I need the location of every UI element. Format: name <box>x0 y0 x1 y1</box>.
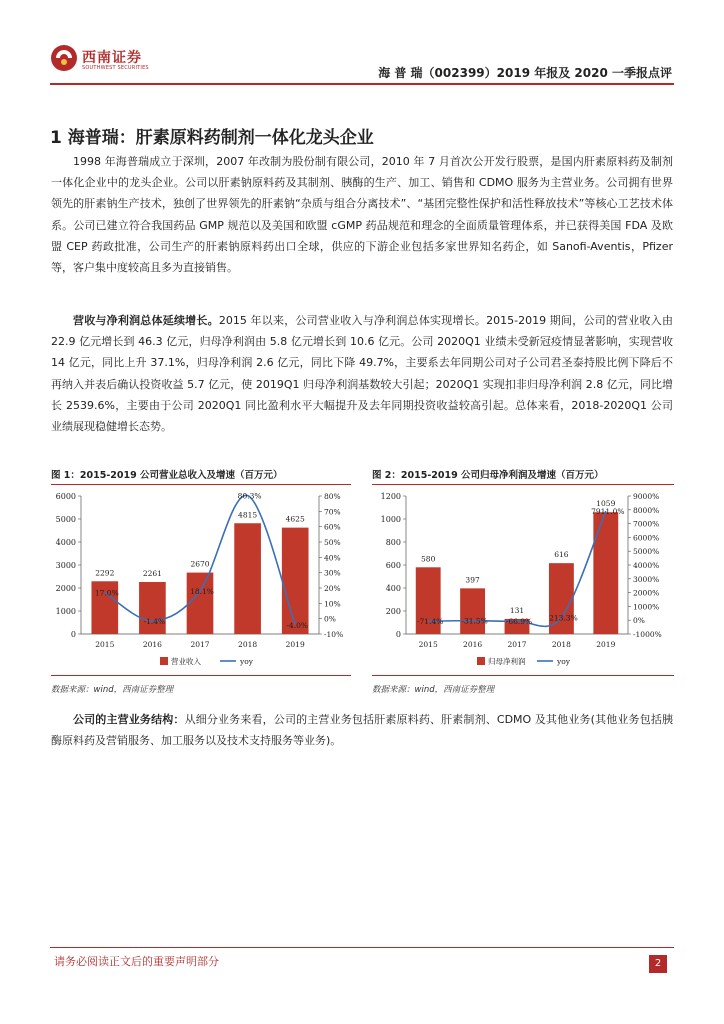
left-axis-tick-label: 2000 <box>55 584 76 593</box>
business-structure-paragraph <box>51 709 673 751</box>
right-axis-tick-label: 8000% <box>633 505 660 515</box>
bar-2019 <box>593 512 618 634</box>
yoy-value-label: -66.9% <box>505 617 533 627</box>
bar-value-label: 4625 <box>285 514 305 524</box>
growth-paragraph <box>51 310 673 437</box>
right-axis-tick-label: 0% <box>633 616 645 626</box>
legend-bar-swatch <box>477 657 485 665</box>
right-axis-tick-label: 60% <box>324 522 341 532</box>
yoy-value-label: 7911.0% <box>591 507 625 517</box>
business-structure-lead: 公司的主营业务结构： <box>73 713 185 726</box>
left-axis-tick-label: 5000 <box>55 515 76 524</box>
figure-1-title-rule <box>51 484 351 485</box>
right-axis-tick-label: 9000% <box>633 492 660 501</box>
right-axis-tick-label: 0% <box>324 614 336 624</box>
x-axis-tick-label: 2016 <box>463 640 483 649</box>
yoy-value-label: -31.5% <box>461 616 488 626</box>
intro-paragraph: 1998 年海普瑞成立于深圳，2007 年改制为股份制有限公司，2010 年 7 月首次公开发行股票，是国内肝素原料药及制剂一体化企业中的龙头企业。公司以肝素钠原料药及其制剂、胰酶的生产、加工、销售和 CDMO 服务为主营业务。公司拥有世界领先的肝素钠生产技术，独创了世界领先的肝素钠“杂质与组合分离技术”、“基团完整性保护和活性释放技术”等核心工艺技术体系。公司已建立符合我国药品 GMP 规范以及美国和欧盟 cGMP 药品规范和理念的全面质量管理体系，并已获得美国 FDA 及欧盟 CEP 药政批准，公司生产的肝素钠原料药出口全球，供应的下游企业包括多家世界知名药企，如 Sanofi-Aventis，Pfizer 等，客户集中度较高且多为直接销售。 <box>51 155 673 275</box>
left-axis-tick-label: 1000 <box>55 607 76 616</box>
x-axis-tick-label: 2018 <box>551 640 571 649</box>
header-divider <box>50 83 674 85</box>
bar-2019 <box>282 528 309 634</box>
yoy-value-label: 80.3% <box>237 491 262 501</box>
bar-value-label: 131 <box>509 605 525 615</box>
yoy-value-label: -71.4% <box>417 617 444 627</box>
bar-value-label: 2261 <box>142 568 162 578</box>
left-axis-tick-label: 6000 <box>55 492 76 501</box>
left-axis-tick-label: 0 <box>395 630 401 639</box>
x-axis-tick-label: 2017 <box>190 640 210 649</box>
x-axis-tick-label: 2018 <box>238 640 258 649</box>
bar-value-label: 2670 <box>190 559 210 569</box>
bar-2017 <box>187 573 214 634</box>
x-axis-tick-label: 2019 <box>596 640 616 649</box>
left-axis-tick-label: 3000 <box>55 561 76 570</box>
bar-value-label: 580 <box>421 554 436 564</box>
company-logo <box>50 44 150 74</box>
business-structure-body: 从细分业务来看，公司的主营业务包括肝素原料药、肝素制剂、CDMO 及其他业务(其他业务包括胰酶原料药及营销服务、加工服务以及技术支持服务等业务)。 <box>51 713 674 748</box>
x-axis-tick-label: 2017 <box>507 640 527 649</box>
right-axis-tick-label: 40% <box>324 553 341 563</box>
figure-1-title: 图 1：2015-2019 公司营业总收入及增速（百万元） <box>51 470 283 481</box>
bar-2018 <box>234 523 261 634</box>
right-axis-tick-label: 20% <box>324 584 341 593</box>
figure-1-source: 数据来源：wind，西南证券整理 <box>51 685 174 695</box>
right-axis-tick-label: -10% <box>324 630 344 639</box>
right-axis-tick-label: 30% <box>324 568 341 578</box>
bar-value-label: 4815 <box>238 510 258 520</box>
report-title: 海 普 瑞（002399）2019 年报及 2020 一季报点评 <box>378 66 672 80</box>
left-axis-tick-label: 600 <box>385 561 401 570</box>
bar-value-label: 397 <box>465 575 480 585</box>
left-axis-tick-label: 200 <box>385 607 401 616</box>
right-axis-tick-label: 10% <box>324 599 341 609</box>
x-axis-tick-label: 2015 <box>95 640 115 649</box>
yoy-value-label: 17.0% <box>94 588 119 598</box>
right-axis-tick-label: 70% <box>324 507 341 517</box>
growth-paragraph-body: 2015 年以来，公司营业收入与净利润总体实现增长。2015-2019 期间，公司的营业收入由 22.9 亿元增长到 46.3 亿元，归母净利润由 5.8 亿元增长到 10.6 亿元。公司 2020Q1 业绩未受新冠疫情显著影响，实现营收 14 亿元，同比上升 37.1%，归母净利润 2.6 亿元，同比下降 49.7%，主要系去年同期公司对子公司君圣泰持股比例下降后不再纳入并表后确认投资收益 5.7 亿元，使 2019Q1 归母净利润基数较大引起；2020Q1 实现扣非归母净利润 2.8 亿元，同比增长 2539.6%，主要由于公司 2020Q1 同比盈利水平大幅提升及去年同期投资收益较高引起。总体来看，2018-2020Q1 公司业绩展现稳健增长态势。 <box>51 314 673 434</box>
figure-2-title-rule <box>372 484 674 485</box>
figure-1-bottom-rule <box>51 675 351 676</box>
x-axis-tick-label: 2016 <box>142 640 162 649</box>
left-axis-tick-label: 400 <box>385 584 401 593</box>
right-axis-tick-label: -1000% <box>633 630 662 639</box>
bar-value-label: 2292 <box>95 568 115 578</box>
figure-2-bottom-rule <box>372 675 674 676</box>
bar-value-label: 616 <box>554 550 569 560</box>
net-profit-chart <box>372 486 674 674</box>
footer-disclaimer: 请务必阅读正文后的重要声明部分 <box>54 955 219 968</box>
right-axis-tick-label: 4000% <box>633 561 660 570</box>
right-axis-tick-label: 50% <box>324 538 341 547</box>
left-axis-tick-label: 1000 <box>380 515 401 524</box>
figure-2-source: 数据来源：wind，西南证券整理 <box>372 685 495 695</box>
bar-value-label: 1059 <box>596 499 616 509</box>
right-axis-tick-label: 3000% <box>633 574 660 584</box>
right-axis-tick-label: 5000% <box>633 547 660 557</box>
page-number: 2 <box>649 955 667 973</box>
yoy-value-label: -4.0% <box>286 620 308 630</box>
logo-emblem-icon <box>50 44 78 72</box>
yoy-value-label: 18.1% <box>190 586 214 596</box>
left-axis-tick-label: 1200 <box>380 492 401 501</box>
bar-2016 <box>460 588 488 634</box>
left-axis-tick-label: 4000 <box>55 538 76 547</box>
left-axis-tick-label: 800 <box>385 538 401 547</box>
left-axis-tick-label: 0 <box>70 630 76 639</box>
yoy-value-label: 213.3% <box>549 613 578 623</box>
right-axis-tick-label: 7000% <box>633 519 660 529</box>
legend-bar-label: 营业收入 <box>171 657 201 666</box>
right-axis-tick-label: 80% <box>324 492 341 501</box>
legend-bar-swatch <box>160 657 168 665</box>
growth-paragraph-lead: 营收与净利润总体延续增长。 <box>73 314 219 327</box>
yoy-value-label: -1.4% <box>143 616 166 626</box>
x-axis-tick-label: 2015 <box>418 640 438 649</box>
section-title: 1 海普瑞：肝素原料药制剂一体化龙头企业 <box>50 128 374 148</box>
figure-2-title: 图 2：2015-2019 公司归母净利润及增速（百万元） <box>372 470 604 481</box>
company-name-cn: 西南证券 <box>82 50 142 66</box>
x-axis-tick-label: 2019 <box>285 640 305 649</box>
right-axis-tick-label: 6000% <box>633 533 660 543</box>
legend-line-label: yoy <box>557 657 570 666</box>
right-axis-tick-label: 2000% <box>633 588 660 598</box>
footer-divider <box>50 947 674 948</box>
legend-line-label: yoy <box>240 657 253 666</box>
company-name-en: SOUTHWEST SECURITIES <box>82 65 149 71</box>
bar-2018 <box>549 563 574 634</box>
right-axis-tick-label: 1000% <box>633 602 660 612</box>
bar-2016 <box>139 582 166 634</box>
revenue-chart <box>51 486 351 674</box>
legend-bar-label: 归母净利润 <box>488 657 526 666</box>
